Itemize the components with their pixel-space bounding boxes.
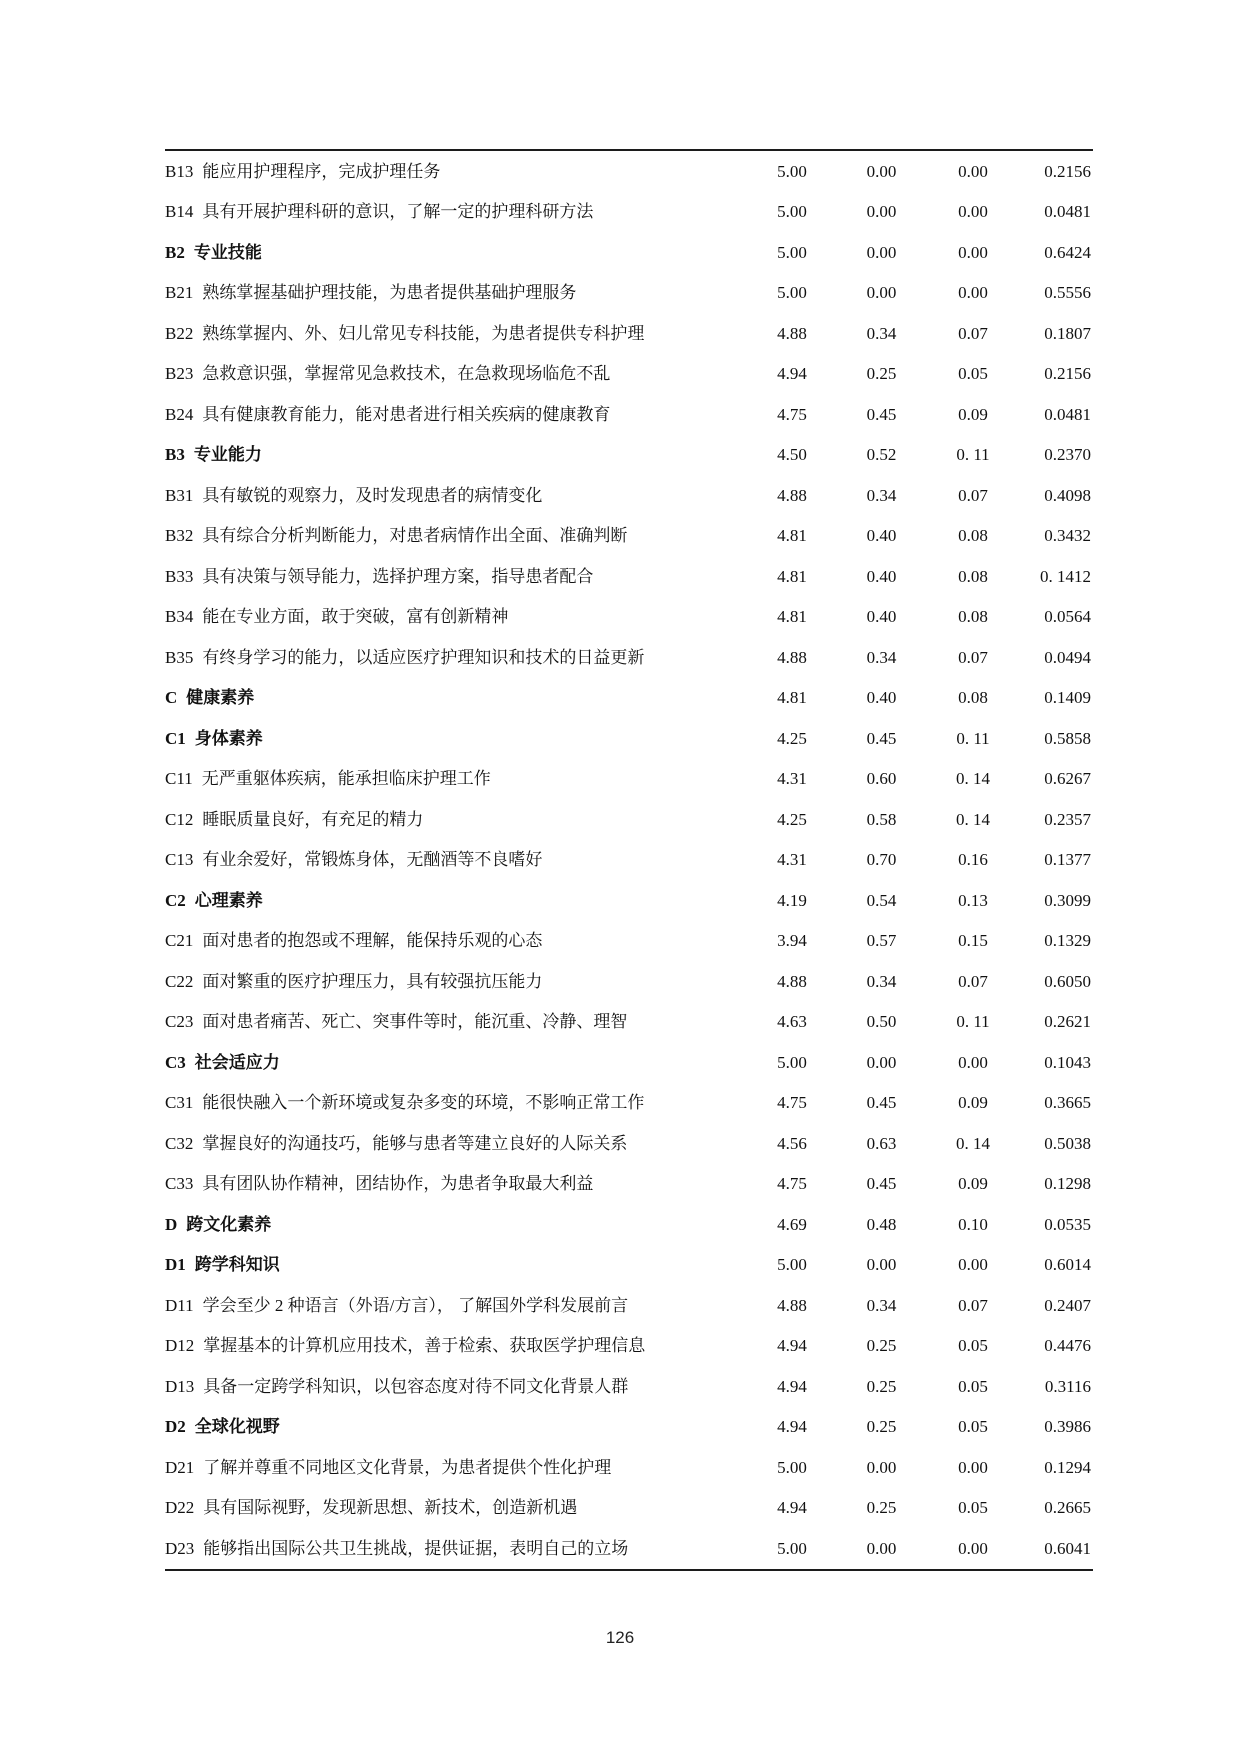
value-cell: 0.05 [958, 1498, 988, 1518]
value-cell: 5.00 [777, 1538, 807, 1558]
item-code: C32 [165, 1133, 194, 1153]
item-code: C12 [165, 809, 194, 829]
table-row [165, 1083, 1093, 1124]
value-cell: 0.25 [866, 1376, 897, 1396]
item-cell [165, 1054, 748, 1071]
value-cell: 4.94 [777, 364, 807, 384]
value-cell: 4.81 [777, 566, 807, 586]
value-cell: 4.31 [777, 769, 807, 789]
value-cell: 0.25 [866, 1417, 897, 1437]
item-cell [165, 1540, 748, 1557]
item-text: 心理素养 [194, 890, 263, 910]
value-cell: 0.2665 [1044, 1498, 1091, 1518]
item-code: B33 [165, 566, 194, 586]
value-cell: 0.10 [958, 1214, 988, 1234]
value-cell: 0.57 [866, 931, 897, 951]
item-code: D13 [165, 1376, 195, 1396]
value-cell: 0.08 [958, 607, 988, 627]
value-cell: 4.94 [777, 1417, 807, 1437]
item-code: B23 [165, 364, 194, 384]
value-cell: 0.00 [958, 1538, 988, 1558]
item-text: 熟练掌握基础护理技能，为患者提供基础护理服务 [202, 283, 577, 303]
item-code: D21 [165, 1457, 195, 1477]
value-cell: 0.13 [958, 890, 988, 910]
value-cell: 4.50 [777, 445, 807, 465]
table-row [165, 1407, 1093, 1448]
value-cell: 4.56 [777, 1133, 807, 1153]
value-cell: 0. 14 [956, 769, 990, 789]
value-cell: 0.00 [958, 1052, 988, 1072]
value-cell: 4.75 [777, 404, 807, 424]
table-row [165, 394, 1093, 435]
item-code: B31 [165, 485, 194, 505]
value-cell: 4.69 [777, 1214, 807, 1234]
value-cell: 0.0481 [1044, 404, 1091, 424]
table-row [165, 961, 1093, 1002]
table-row [165, 1245, 1093, 1286]
item-text: 具有开展护理科研的意识，了解一定的护理科研方法 [202, 202, 594, 222]
value-cell: 0.45 [866, 1174, 897, 1194]
value-cell: 0.08 [958, 526, 988, 546]
value-cell: 0.34 [866, 485, 897, 505]
value-cell: 0.05 [958, 364, 988, 384]
value-cell: 0.00 [866, 1457, 897, 1477]
table-row [165, 435, 1093, 476]
value-cell: 0. 11 [956, 1012, 990, 1032]
table-row [165, 232, 1093, 273]
item-text: 健康素养 [186, 688, 255, 708]
value-cell: 5.00 [777, 1255, 807, 1275]
value-cell: 4.75 [777, 1093, 807, 1113]
item-text: 身体素养 [194, 728, 263, 748]
value-cell: 0.52 [866, 445, 897, 465]
item-code: B2 [165, 242, 185, 262]
item-code: C [165, 688, 178, 708]
value-cell: 0.00 [866, 1255, 897, 1275]
item-cell [165, 244, 748, 261]
value-cell: 0.2156 [1044, 364, 1091, 384]
table-row [165, 1204, 1093, 1245]
value-cell: 0.1294 [1044, 1457, 1091, 1477]
value-cell: 0.00 [866, 1538, 897, 1558]
value-cell: 0.5038 [1044, 1133, 1091, 1153]
item-text: 有业余爱好，常锻炼身体，无酗酒等不良嗜好 [202, 850, 543, 870]
item-cell [165, 487, 748, 504]
item-code: C22 [165, 971, 194, 991]
value-cell: 0.0494 [1044, 647, 1091, 667]
value-cell: 0.45 [866, 404, 897, 424]
item-cell [165, 1459, 748, 1476]
value-cell: 0.34 [866, 1295, 897, 1315]
item-cell [165, 406, 748, 423]
value-cell: 0.4476 [1044, 1336, 1091, 1356]
item-text: 具有决策与领导能力，选择护理方案，指导患者配合 [202, 566, 594, 586]
competency-table [165, 149, 1093, 1571]
table-row [165, 799, 1093, 840]
item-text: 具备一定跨学科知识，以包容态度对待不同文化背景人群 [203, 1376, 629, 1396]
item-text: 无严重躯体疾病，能承担临床护理工作 [201, 769, 491, 789]
item-code: B13 [165, 161, 194, 181]
value-cell: 4.88 [777, 485, 807, 505]
value-cell: 0.0564 [1044, 607, 1091, 627]
table-row [165, 1366, 1093, 1407]
item-code: C11 [165, 769, 193, 789]
table-row [165, 354, 1093, 395]
item-text: 跨学科知识 [194, 1255, 280, 1275]
value-cell: 0.1409 [1044, 688, 1091, 708]
value-cell: 0.09 [958, 404, 988, 424]
value-cell: 0. 11 [956, 728, 990, 748]
value-cell: 4.25 [777, 728, 807, 748]
value-cell: 0.1377 [1044, 850, 1091, 870]
table-row [165, 1285, 1093, 1326]
item-text: 能很快融入一个新环境或复杂多变的环境，不影响正常工作 [202, 1093, 645, 1113]
value-cell: 0.6424 [1044, 242, 1091, 262]
value-cell: 4.88 [777, 1295, 807, 1315]
value-cell: 0.00 [866, 202, 897, 222]
value-cell: 0.0535 [1044, 1214, 1091, 1234]
value-cell: 0.2357 [1044, 809, 1091, 829]
item-code: B24 [165, 404, 194, 424]
item-code: D22 [165, 1498, 195, 1518]
value-cell: 0.00 [958, 283, 988, 303]
value-cell: 0.58 [866, 809, 897, 829]
table-row [165, 921, 1093, 962]
value-cell: 0.25 [866, 1498, 897, 1518]
item-cell [165, 608, 748, 625]
value-cell: 0.6041 [1044, 1538, 1091, 1558]
value-cell: 3.94 [777, 931, 807, 951]
value-cell: 0.00 [958, 161, 988, 181]
value-cell: 0.08 [958, 566, 988, 586]
item-cell [165, 527, 748, 544]
value-cell: 4.81 [777, 607, 807, 627]
item-text: 专业能力 [193, 445, 262, 465]
item-text: 具有敏锐的观察力，及时发现患者的病情变化 [202, 485, 543, 505]
item-code: C13 [165, 850, 194, 870]
value-cell: 0.1329 [1044, 931, 1091, 951]
item-code: C23 [165, 1012, 194, 1032]
item-cell [165, 1418, 748, 1435]
value-cell: 0.3116 [1044, 1376, 1091, 1396]
item-code: C33 [165, 1174, 194, 1194]
table-row [165, 597, 1093, 638]
table-row [165, 1002, 1093, 1043]
item-text: 熟练掌握内、外、妇儿常见专科技能，为患者提供专科护理 [202, 323, 645, 343]
value-cell: 0.40 [866, 607, 897, 627]
value-cell: 0.63 [866, 1133, 897, 1153]
item-text: 具有综合分析判断能力，对患者病情作出全面、准确判断 [202, 526, 628, 546]
item-cell [165, 365, 748, 382]
item-text: 面对患者的抱怨或不理解，能保持乐观的心态 [202, 931, 543, 951]
item-cell [165, 446, 748, 463]
value-cell: 0. 14 [956, 1133, 990, 1153]
item-text: 掌握良好的沟通技巧，能够与患者等建立良好的人际关系 [202, 1133, 628, 1153]
value-cell: 0.34 [866, 971, 897, 991]
value-cell: 0.1043 [1044, 1052, 1091, 1072]
value-cell: 0. 1412 [1040, 566, 1091, 586]
value-cell: 0. 14 [956, 809, 990, 829]
item-cell [165, 568, 748, 585]
item-cell [165, 203, 748, 220]
value-cell: 0.00 [866, 283, 897, 303]
item-cell [165, 851, 748, 868]
value-cell: 0.2621 [1044, 1012, 1091, 1032]
item-cell [165, 770, 748, 787]
value-cell: 4.88 [777, 971, 807, 991]
table-row [165, 718, 1093, 759]
item-cell [165, 325, 748, 342]
value-cell: 0.1298 [1044, 1174, 1091, 1194]
value-cell: 0.05 [958, 1376, 988, 1396]
item-text: 专业技能 [193, 242, 262, 262]
item-cell [165, 1175, 748, 1192]
value-cell: 0.25 [866, 364, 897, 384]
value-cell: 0.60 [866, 769, 897, 789]
item-code: D11 [165, 1295, 194, 1315]
value-cell: 0.34 [866, 323, 897, 343]
value-cell: 4.94 [777, 1376, 807, 1396]
item-code: C2 [165, 890, 186, 910]
item-cell [165, 1378, 748, 1395]
table-row [165, 840, 1093, 881]
table-row [165, 1488, 1093, 1529]
table-row [165, 556, 1093, 597]
value-cell: 5.00 [777, 242, 807, 262]
item-code: B22 [165, 323, 194, 343]
value-cell: 0.16 [958, 850, 988, 870]
value-cell: 4.88 [777, 647, 807, 667]
item-text: 具有健康教育能力，能对患者进行相关疾病的健康教育 [202, 404, 611, 424]
item-cell [165, 932, 748, 949]
value-cell: 5.00 [777, 202, 807, 222]
item-cell [165, 811, 748, 828]
item-text: 跨文化素养 [186, 1214, 272, 1234]
item-code: B14 [165, 202, 194, 222]
value-cell: 0.2156 [1044, 161, 1091, 181]
item-text: 具有国际视野，发现新思想、新技术，创造新机遇 [203, 1498, 578, 1518]
item-text: 面对患者痛苦、死亡、突事件等时，能沉重、冷静、理智 [202, 1012, 628, 1032]
item-cell [165, 284, 748, 301]
page-number: 126 [605, 1628, 635, 1647]
item-text: 具有团队协作精神，团结协作，为患者争取最大利益 [202, 1174, 594, 1194]
item-code: B35 [165, 647, 194, 667]
value-cell: 4.94 [777, 1336, 807, 1356]
item-cell [165, 1337, 748, 1354]
item-text: 能在专业方面，敢于突破，富有创新精神 [202, 607, 509, 627]
value-cell: 0.2407 [1044, 1295, 1091, 1315]
item-code: B32 [165, 526, 194, 546]
value-cell: 5.00 [777, 1457, 807, 1477]
value-cell: 0.00 [866, 161, 897, 181]
item-cell [165, 892, 748, 909]
value-cell: 0.5556 [1044, 283, 1091, 303]
item-text: 睡眠质量良好，有充足的精力 [202, 809, 424, 829]
item-code: D [165, 1214, 178, 1234]
value-cell: 0.45 [866, 728, 897, 748]
value-cell: 0.00 [958, 202, 988, 222]
value-cell: 0.05 [958, 1417, 988, 1437]
value-cell: 0.70 [866, 850, 897, 870]
value-cell: 0.3099 [1044, 890, 1091, 910]
value-cell: 0.45 [866, 1093, 897, 1113]
value-cell: 0.6014 [1044, 1255, 1091, 1275]
value-cell: 0.07 [958, 971, 988, 991]
value-cell: 0.08 [958, 688, 988, 708]
table-row [165, 678, 1093, 719]
value-cell: 4.94 [777, 1498, 807, 1518]
value-cell: 0.3432 [1044, 526, 1091, 546]
value-cell: 5.00 [777, 283, 807, 303]
value-cell: 0.00 [866, 242, 897, 262]
value-cell: 4.81 [777, 688, 807, 708]
item-code: B34 [165, 607, 194, 627]
table-row [165, 1042, 1093, 1083]
value-cell: 0.07 [958, 1295, 988, 1315]
item-text: 学会至少 2 种语言（外语/方言）， 了解国外学科发展前言 [202, 1295, 629, 1315]
table-row [165, 475, 1093, 516]
item-code: C21 [165, 931, 194, 951]
value-cell: 0.15 [958, 931, 988, 951]
item-cell [165, 1499, 748, 1516]
item-text: 面对繁重的医疗护理压力，具有较强抗压能力 [202, 971, 543, 991]
item-cell [165, 1256, 748, 1273]
table-row [165, 1326, 1093, 1367]
item-cell [165, 1216, 748, 1233]
value-cell: 0.05 [958, 1336, 988, 1356]
table-row [165, 759, 1093, 800]
table-row [165, 273, 1093, 314]
value-cell: 4.19 [777, 890, 807, 910]
value-cell: 0.6050 [1044, 971, 1091, 991]
value-cell: 0.07 [958, 485, 988, 505]
table-row [165, 1123, 1093, 1164]
value-cell: 5.00 [777, 161, 807, 181]
item-cell [165, 973, 748, 990]
item-text: 能应用护理程序，完成护理任务 [202, 161, 441, 181]
value-cell: 0.40 [866, 526, 897, 546]
value-cell: 0.09 [958, 1174, 988, 1194]
value-cell: 4.81 [777, 526, 807, 546]
item-code: C31 [165, 1093, 194, 1113]
value-cell: 4.63 [777, 1012, 807, 1032]
item-cell [165, 163, 748, 180]
value-cell: 0.07 [958, 323, 988, 343]
item-cell [165, 1135, 748, 1152]
value-cell: 0.00 [958, 242, 988, 262]
table-row [165, 1447, 1093, 1488]
item-code: D23 [165, 1538, 195, 1558]
value-cell: 0.50 [866, 1012, 897, 1032]
value-cell: 4.25 [777, 809, 807, 829]
value-cell: 0.07 [958, 647, 988, 667]
table-body [165, 151, 1093, 1569]
item-code: D1 [165, 1255, 186, 1275]
value-cell: 0.4098 [1044, 485, 1091, 505]
table-row [165, 1164, 1093, 1205]
value-cell: 0.00 [866, 1052, 897, 1072]
table-row [165, 1528, 1093, 1569]
table-row [165, 151, 1093, 192]
value-cell: 0.00 [958, 1457, 988, 1477]
value-cell: 0.6267 [1044, 769, 1091, 789]
item-code: D12 [165, 1336, 195, 1356]
value-cell: 0.48 [866, 1214, 897, 1234]
value-cell: 0.40 [866, 688, 897, 708]
value-cell: 0.3665 [1044, 1093, 1091, 1113]
item-cell [165, 1094, 748, 1111]
table-row [165, 313, 1093, 354]
item-text: 社会适应力 [194, 1052, 280, 1072]
value-cell: 0.25 [866, 1336, 897, 1356]
value-cell: 0. 11 [956, 445, 990, 465]
table-row [165, 880, 1093, 921]
item-cell [165, 649, 748, 666]
item-text: 急救意识强，掌握常见急救技术，在急救现场临危不乱 [202, 364, 611, 384]
table-row [165, 637, 1093, 678]
value-cell: 0.2370 [1044, 445, 1091, 465]
item-text: 全球化视野 [194, 1417, 280, 1437]
value-cell: 0.00 [958, 1255, 988, 1275]
value-cell: 0.3986 [1044, 1417, 1091, 1437]
item-text: 了解并尊重不同地区文化背景，为患者提供个性化护理 [203, 1457, 612, 1477]
value-cell: 0.5858 [1044, 728, 1091, 748]
table-row [165, 192, 1093, 233]
item-code: D2 [165, 1417, 186, 1437]
item-code: C3 [165, 1052, 186, 1072]
value-cell: 0.40 [866, 566, 897, 586]
item-text: 有终身学习的能力，以适应医疗护理知识和技术的日益更新 [202, 647, 645, 667]
item-cell [165, 689, 748, 706]
item-cell [165, 1297, 748, 1314]
value-cell: 4.31 [777, 850, 807, 870]
value-cell: 0.34 [866, 647, 897, 667]
value-cell: 0.54 [866, 890, 897, 910]
item-cell [165, 1013, 748, 1030]
value-cell: 5.00 [777, 1052, 807, 1072]
item-text: 能够指出国际公共卫生挑战，提供证据，表明自己的立场 [203, 1538, 629, 1558]
value-cell: 0.1807 [1044, 323, 1091, 343]
value-cell: 4.88 [777, 323, 807, 343]
item-code: B21 [165, 283, 194, 303]
item-text: 掌握基本的计算机应用技术，善于检索、获取医学护理信息 [203, 1336, 646, 1356]
table-row [165, 516, 1093, 557]
item-cell [165, 730, 748, 747]
value-cell: 4.75 [777, 1174, 807, 1194]
table-bottom-rule [165, 1569, 1093, 1571]
item-code: C1 [165, 728, 186, 748]
value-cell: 0.0481 [1044, 202, 1091, 222]
item-code: B3 [165, 445, 185, 465]
value-cell: 0.09 [958, 1093, 988, 1113]
